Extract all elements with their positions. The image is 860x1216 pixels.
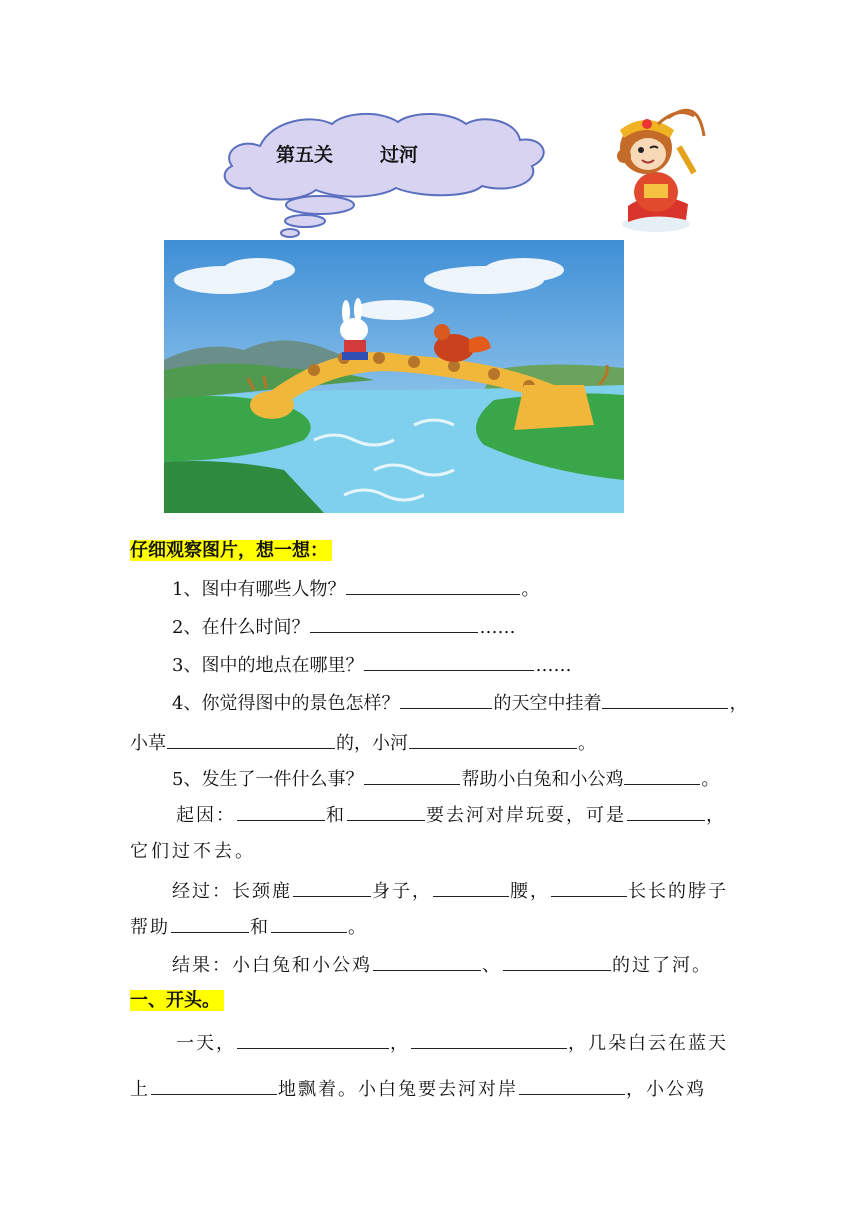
process-line (172, 878, 812, 904)
opening-start: 一天， (176, 1033, 236, 1054)
cause-line-2-text: 它们过不去。 (130, 841, 256, 862)
cause-line-2 (130, 840, 770, 864)
title-level: 第五关 (276, 144, 334, 166)
question-4-line-2-end: 。 (578, 733, 596, 754)
title-cloud (220, 108, 560, 238)
answer-blank[interactable] (347, 802, 425, 821)
question-5-text: 5、发生了一件什么事？ (172, 769, 364, 790)
process-word-3: 长长的脖子 (628, 881, 728, 902)
answer-blank[interactable] (364, 766, 460, 785)
process-line-2-start: 帮助 (130, 917, 170, 938)
question-4-mid: 的天空中挂着 (493, 693, 602, 714)
answer-blank[interactable] (237, 802, 325, 821)
answer-blank[interactable] (167, 730, 335, 749)
answer-blank[interactable] (237, 1030, 389, 1049)
answer-blank[interactable] (310, 614, 478, 633)
answer-blank[interactable] (151, 1076, 277, 1095)
answer-blank[interactable] (400, 690, 492, 709)
answer-blank[interactable] (519, 1076, 625, 1095)
opening-clouds: ，几朵白云在蓝天 (568, 1033, 728, 1054)
opening-heading: 一、开头。 (130, 990, 224, 1011)
question-2-text: 2、在什么时间？ (172, 617, 310, 638)
question-4-comma: ， (729, 693, 748, 714)
answer-blank[interactable] (551, 878, 627, 897)
question-3-end: …… (535, 655, 572, 676)
process-label: 经过：长颈鹿 (172, 881, 292, 902)
opening-mid: 地飘着。小白兔要去河对岸 (278, 1079, 518, 1100)
opening-comma: ， (390, 1033, 410, 1054)
process-end: 。 (348, 917, 368, 938)
process-word-1: 身子， (372, 881, 432, 902)
question-5 (172, 766, 812, 792)
question-1-end: 。 (521, 579, 540, 600)
observe-heading: 仔细观察图片，想一想： (130, 540, 332, 561)
question-4-line-2 (130, 730, 770, 756)
answer-blank[interactable] (409, 730, 577, 749)
opening-line-2-start: 上 (130, 1079, 150, 1100)
answer-blank[interactable] (411, 1030, 567, 1049)
result-separator: 、 (482, 955, 502, 976)
process-word-2: 腰， (510, 881, 550, 902)
answer-blank[interactable] (346, 576, 520, 595)
result-label: 结果：小白兔和小公鸡 (172, 955, 372, 976)
question-1-text: 1、图中有哪些人物？ (172, 579, 346, 600)
opening-end: ，小公鸡 (626, 1079, 706, 1100)
question-5-end: 。 (701, 769, 720, 790)
opening-line-2 (130, 1076, 770, 1102)
answer-blank[interactable] (364, 652, 534, 671)
answer-blank[interactable] (271, 914, 347, 933)
cause-label: 起因： (176, 805, 236, 826)
answer-blank[interactable] (503, 952, 611, 971)
answer-blank[interactable] (171, 914, 249, 933)
question-4-line-2-mid: 的，小河 (336, 733, 408, 754)
question-4-line-2-start: 小草 (130, 733, 166, 754)
monkey-king-illustration (598, 96, 708, 234)
title-name: 过河 (380, 144, 419, 166)
opening-line-1 (176, 1030, 816, 1056)
cause-and: 和 (326, 805, 346, 826)
answer-blank[interactable] (627, 802, 705, 821)
question-3 (172, 652, 812, 678)
answer-blank[interactable] (373, 952, 481, 971)
cause-line (176, 802, 816, 828)
process-and: 和 (250, 917, 270, 938)
cause-end: ， (706, 805, 726, 826)
question-3-text: 3、图中的地点在哪里？ (172, 655, 364, 676)
result-line (172, 952, 812, 978)
answer-blank[interactable] (293, 878, 371, 897)
river-crossing-illustration (164, 240, 624, 513)
result-end: 的过了河。 (612, 955, 712, 976)
process-line-2 (130, 914, 770, 940)
answer-blank[interactable] (624, 766, 700, 785)
question-4 (172, 690, 812, 716)
question-2 (172, 614, 812, 640)
thought-cloud-icon (220, 108, 560, 238)
question-1 (172, 576, 812, 602)
question-4-text: 4、你觉得图中的景色怎样？ (172, 693, 400, 714)
question-2-end: …… (479, 617, 516, 638)
answer-blank[interactable] (433, 878, 509, 897)
question-5-mid: 帮助小白兔和小公鸡 (461, 769, 624, 790)
cause-mid: 要去河对岸玩耍，可是 (426, 805, 626, 826)
answer-blank[interactable] (602, 690, 728, 709)
